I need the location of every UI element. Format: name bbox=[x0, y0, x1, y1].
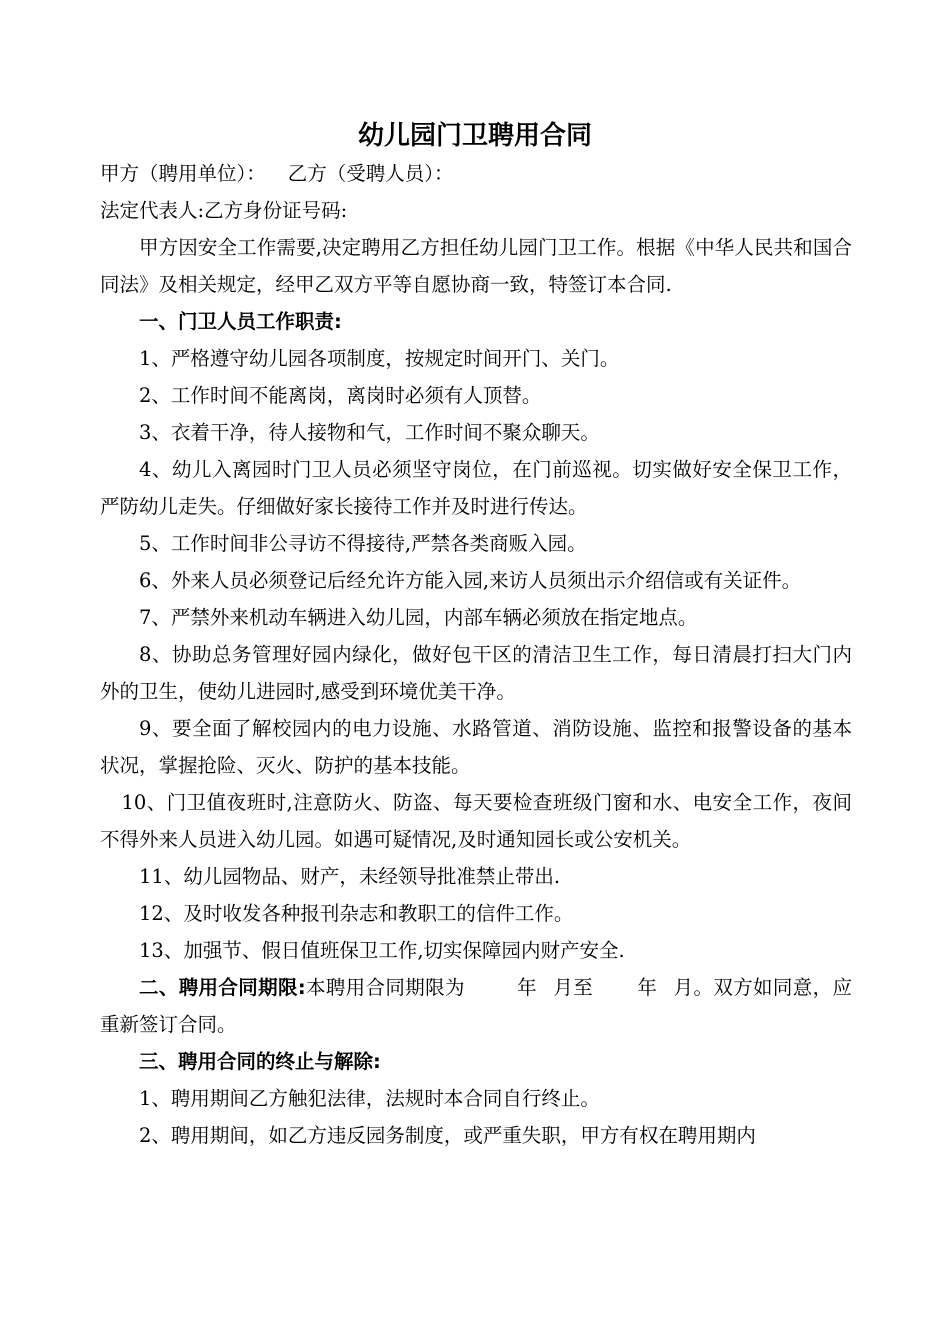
section2-month1: 月至 bbox=[553, 976, 594, 999]
section2-text-start: 本聘用合同期限为 bbox=[305, 976, 465, 999]
parties-line bbox=[100, 155, 852, 192]
section1-item: 11、幼儿园物品、财产，未经领导批准禁止带出. bbox=[139, 865, 561, 888]
section3-item: 2、聘用期间，如乙方违反园务制度，或严重失职，甲方有权在聘用期内 bbox=[139, 1124, 756, 1147]
section2-heading: 二、聘用合同期限: bbox=[139, 976, 306, 999]
document-body bbox=[100, 155, 852, 1154]
section1-item: 9、要全面了解校园内的电力设施、水路管道、消防设施、监控和报警设备的基本状况，掌握抢险、灭火、防护的基本技能。 bbox=[100, 717, 852, 777]
section1-item: 8、协助总务管理好园内绿化，做好包干区的清洁卫生工作，每日清晨打扫大门内外的卫生，使幼儿进园时,感受到环境优美干净。 bbox=[100, 643, 852, 703]
section2-paragraph bbox=[100, 969, 852, 1043]
section1-item: 12、及时收发各种报刊杂志和教职工的信件工作。 bbox=[139, 902, 574, 925]
section3-heading: 三、聘用合同的终止与解除: bbox=[139, 1050, 381, 1073]
section1-item: 5、工作时间非公寻访不得接待,严禁各类商贩入园。 bbox=[139, 532, 587, 555]
section2-year1: 年 bbox=[516, 976, 538, 999]
section1-item: 3、衣着干净，待人接物和气，工作时间不聚众聊天。 bbox=[139, 421, 600, 444]
section1-item: 13、加强节、假日值班保卫工作,切实保障园内财产安全. bbox=[139, 939, 625, 962]
section2-year2: 年 bbox=[637, 976, 658, 999]
section1-item: 1、严格遵守幼儿园各项制度，按规定时间开门、关门。 bbox=[139, 347, 620, 370]
section3-item: 1、聘用期间乙方触犯法律，法规时本合同自行终止。 bbox=[139, 1087, 600, 1110]
legal-rep-line: 法定代表人:乙方身份证号码: bbox=[100, 199, 348, 222]
party-b-label: 乙方（受聘人员）： bbox=[287, 162, 454, 185]
intro-paragraph: 甲方因安全工作需要,决定聘用乙方担任幼儿园门卫工作。根据《中华人民共和国合同法》及相关规定，经甲乙双方平等自愿协商一致，特签订本合同. bbox=[100, 236, 852, 296]
section1-item: 7、严禁外来机动车辆进入幼儿园，内部车辆必须放在指定地点。 bbox=[139, 606, 698, 629]
party-a-label: 甲方（聘用单位）： bbox=[100, 162, 266, 185]
section2-text-end: 月。双方如同意，应重新签订合同。 bbox=[100, 976, 852, 1036]
section1-item: 2、工作时间不能离岗，离岗时必须有人顶替。 bbox=[139, 384, 542, 407]
section1-item: 6、外来人员必须登记后经允许方能入园,来访人员须出示介绍信或有关证件。 bbox=[139, 569, 802, 592]
section1-item: 4、幼儿入离园时门卫人员必须坚守岗位，在门前巡视。切实做好安全保卫工作，严防幼儿走失。仔细做好家长接待工作并及时进行传达。 bbox=[100, 458, 852, 518]
section1-item: 10、门卫值夜班时,注意防火、防盗、每天要检查班级门窗和水、电安全工作，夜间不得外来人员进入幼儿园。如遇可疑情况,及时通知园长或公安机关。 bbox=[100, 791, 852, 851]
section1-heading: 一、门卫人员工作职责: bbox=[139, 310, 342, 333]
document-title: 幼儿园门卫聘用合同 bbox=[357, 121, 592, 151]
